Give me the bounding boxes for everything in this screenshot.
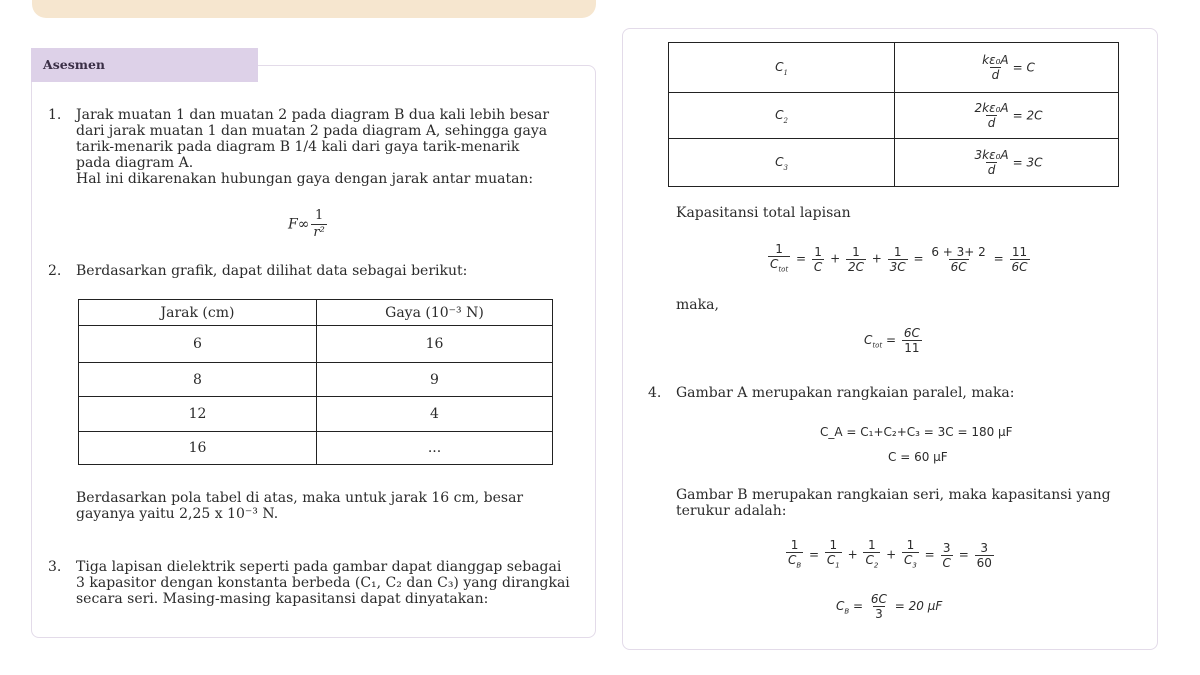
eq-sub: 1 bbox=[835, 561, 840, 570]
table-header: Gaya (10⁻³ N) bbox=[317, 300, 553, 326]
cap-numerator: 2kε₀A bbox=[974, 101, 1009, 115]
q2-conclusion-line: Berdasarkan pola tabel di atas, maka untuk jarak 16 cm, besar bbox=[76, 490, 524, 506]
series-equation: $\frac{1}{C_B}$ = $\frac{1}{C_1}$ + $\frac{1}{C_2}$ + $\frac{1}{C_3}$ = $\frac{3}{C}$ = $\frac{3}{60}$ bbox=[784, 538, 996, 572]
cap-subscript: 2 bbox=[783, 116, 788, 125]
eq-sub: tot bbox=[778, 265, 789, 274]
eq-num: 1 bbox=[829, 538, 838, 552]
cap-symbol: C bbox=[775, 107, 784, 122]
table-row bbox=[79, 432, 553, 465]
cap-label-cell bbox=[669, 43, 895, 93]
q1-line: dari jarak muatan 1 dan muatan 2 pada diagram A, sehingga gaya bbox=[76, 123, 548, 139]
cap-formula-cell bbox=[895, 43, 1119, 93]
ctot-symbol: C bbox=[864, 333, 873, 347]
cap-symbol: C bbox=[775, 59, 784, 74]
table-header: Jarak (cm) bbox=[79, 300, 317, 326]
top-decorative-band bbox=[32, 0, 596, 18]
q1-line: Jarak muatan 1 dan muatan 2 pada diagram B dua kali lebih besar bbox=[76, 107, 550, 123]
q1-number: 1. bbox=[48, 107, 62, 123]
q3-line: secara seri. Masing-masing kapasitansi dapat dinyatakan: bbox=[76, 591, 489, 607]
eq-num: 1 bbox=[906, 538, 915, 552]
q1-line: pada diagram A. bbox=[76, 155, 194, 171]
eq-num: 6 + 3+ 2 bbox=[931, 244, 986, 259]
eq-den: C bbox=[813, 259, 823, 274]
eq-num: 3 bbox=[980, 540, 989, 555]
table-cell: 12 bbox=[79, 397, 317, 432]
eq-den: C bbox=[903, 553, 913, 567]
cap-label-cell bbox=[669, 139, 895, 187]
eq-den: 3C bbox=[889, 259, 906, 274]
eq-den: 6C bbox=[1011, 259, 1028, 274]
table-cell: 9 bbox=[317, 363, 553, 397]
table-cell: 4 bbox=[317, 397, 553, 432]
eq-den: C bbox=[942, 555, 951, 570]
q4-seri-line: Gambar B merupakan rangkaian seri, maka kapasitansi yang bbox=[676, 487, 1111, 503]
eq-num: 11 bbox=[1011, 244, 1028, 259]
eq-sub: 3 bbox=[912, 561, 917, 570]
eq-num: 6C bbox=[903, 326, 920, 340]
cap-denominator: d bbox=[991, 68, 1000, 82]
q2-conclusion-line: gayanya yaitu 2,25 x 10⁻³ N. bbox=[76, 506, 279, 522]
q4-number: 4. bbox=[648, 385, 662, 401]
eq-num: 1 bbox=[852, 244, 860, 259]
total-capacitance-label bbox=[676, 205, 851, 221]
cap-result: = 3C bbox=[1012, 155, 1043, 170]
q4-seri-line: terukur adalah: bbox=[676, 503, 787, 519]
table-row bbox=[79, 363, 553, 397]
eq-den: 6C bbox=[950, 259, 967, 274]
cb-sub: B bbox=[844, 607, 850, 616]
table-cell: 6 bbox=[79, 326, 317, 363]
cap-symbol: C bbox=[775, 154, 784, 169]
cb-symbol: C bbox=[836, 599, 845, 613]
table-row bbox=[669, 139, 1119, 187]
c-value-equation: C = 60 μF bbox=[888, 450, 948, 464]
cap-formula-cell bbox=[895, 139, 1119, 187]
eq-num: 3 bbox=[942, 540, 951, 555]
q3-line: 3 kapasitor dengan konstanta berbeda (C₁, C₂ dan C₃) yang dirangkai bbox=[76, 575, 570, 591]
table-row bbox=[79, 397, 553, 432]
cap-subscript: 3 bbox=[783, 163, 788, 172]
maka-text: maka, bbox=[676, 297, 719, 313]
force-distance-table bbox=[78, 299, 553, 465]
cap-label-cell bbox=[669, 93, 895, 139]
q2-intro bbox=[76, 263, 467, 279]
cb-result-equation: $C_B$ = $\frac{6C}{3}$ = 20 μF bbox=[836, 592, 943, 621]
q4-intro-text: Gambar A merupakan rangkaian paralel, maka: bbox=[676, 385, 1015, 401]
formula-numerator: 1 bbox=[314, 208, 324, 223]
q3-text bbox=[76, 559, 570, 607]
q4-intro bbox=[676, 385, 1015, 401]
table-cell: 16 bbox=[79, 432, 317, 465]
q2-number: 2. bbox=[48, 263, 62, 279]
ctot-equation: $C_{tot}$ = $\frac{6C}{11}$ bbox=[864, 326, 920, 355]
ctot-sub: tot bbox=[872, 341, 883, 350]
q1-formula bbox=[288, 208, 329, 241]
table-row bbox=[669, 93, 1119, 139]
table-row bbox=[669, 43, 1119, 93]
table-row bbox=[79, 326, 553, 363]
q2-intro-text: Berdasarkan grafik, dapat dilihat data sebagai berikut: bbox=[76, 263, 468, 279]
eq-sub: 2 bbox=[873, 561, 879, 570]
eq-den: C bbox=[865, 553, 874, 567]
capacitance-table bbox=[668, 42, 1119, 187]
eq-den: C bbox=[788, 553, 797, 567]
eq-num: 1 bbox=[893, 244, 902, 259]
cap-subscript: 1 bbox=[783, 68, 788, 77]
q3-line: Tiga lapisan dielektrik seperti pada gambar dapat dianggap sebagai bbox=[76, 559, 562, 575]
q3-number: 3. bbox=[48, 559, 62, 575]
total-label-text: Kapasitansi total lapisan bbox=[676, 205, 851, 221]
eq-num: 1 bbox=[868, 538, 876, 552]
asesmen-header-tab: Asesmen bbox=[31, 48, 258, 82]
cb-result: = 20 μF bbox=[894, 599, 943, 613]
table-cell: 16 bbox=[317, 326, 553, 363]
cap-numerator: 3kε₀A bbox=[974, 148, 1009, 162]
cap-result: = 2C bbox=[1012, 108, 1043, 123]
formula-lhs: F∞ bbox=[288, 216, 310, 233]
eq-num: 6C bbox=[870, 592, 887, 606]
cap-denominator: d bbox=[987, 163, 996, 177]
cap-denominator: d bbox=[987, 116, 996, 130]
q4-seri-text bbox=[676, 487, 1132, 519]
table-cell: ... bbox=[317, 432, 553, 465]
eq-num: 1 bbox=[814, 244, 822, 259]
eq-den: 2C bbox=[847, 259, 864, 274]
eq-num: 1 bbox=[775, 242, 783, 256]
formula-denominator: r² bbox=[313, 225, 325, 240]
eq-den: 60 bbox=[976, 555, 992, 570]
parallel-equation: C_A = C₁+C₂+C₃ = 3C = 180 μF bbox=[820, 425, 1013, 439]
eq-den: C bbox=[770, 257, 779, 271]
eq-den: 3 bbox=[875, 607, 883, 621]
q1-line: Hal ini dikarenakan hubungan gaya dengan jarak antar muatan: bbox=[76, 171, 534, 187]
table-cell: 8 bbox=[79, 363, 317, 397]
q1-line: tarik-menarik pada diagram B 1/4 kali dari gaya tarik-menarik bbox=[76, 139, 520, 155]
cap-numerator: kε₀A bbox=[982, 53, 1009, 67]
cap-result: = C bbox=[1012, 60, 1035, 75]
eq-sub: B bbox=[796, 561, 802, 570]
q2-conclusion bbox=[76, 490, 564, 522]
eq-den: 11 bbox=[904, 341, 920, 355]
eq-num: 1 bbox=[790, 538, 799, 552]
total-capacitance-equation: $\frac{1}{C_{tot}}$ = $\frac{1}{C}$ + $\frac{1}{2C}$ + $\frac{1}{3C}$ = $\frac{6 + 3+ 2}{6C}$ = $\frac{11}{6C}$ bbox=[766, 242, 1032, 276]
eq-den: C bbox=[826, 553, 836, 567]
maka-label bbox=[676, 297, 719, 313]
cap-formula-cell bbox=[895, 93, 1119, 139]
q1-text bbox=[76, 107, 564, 187]
